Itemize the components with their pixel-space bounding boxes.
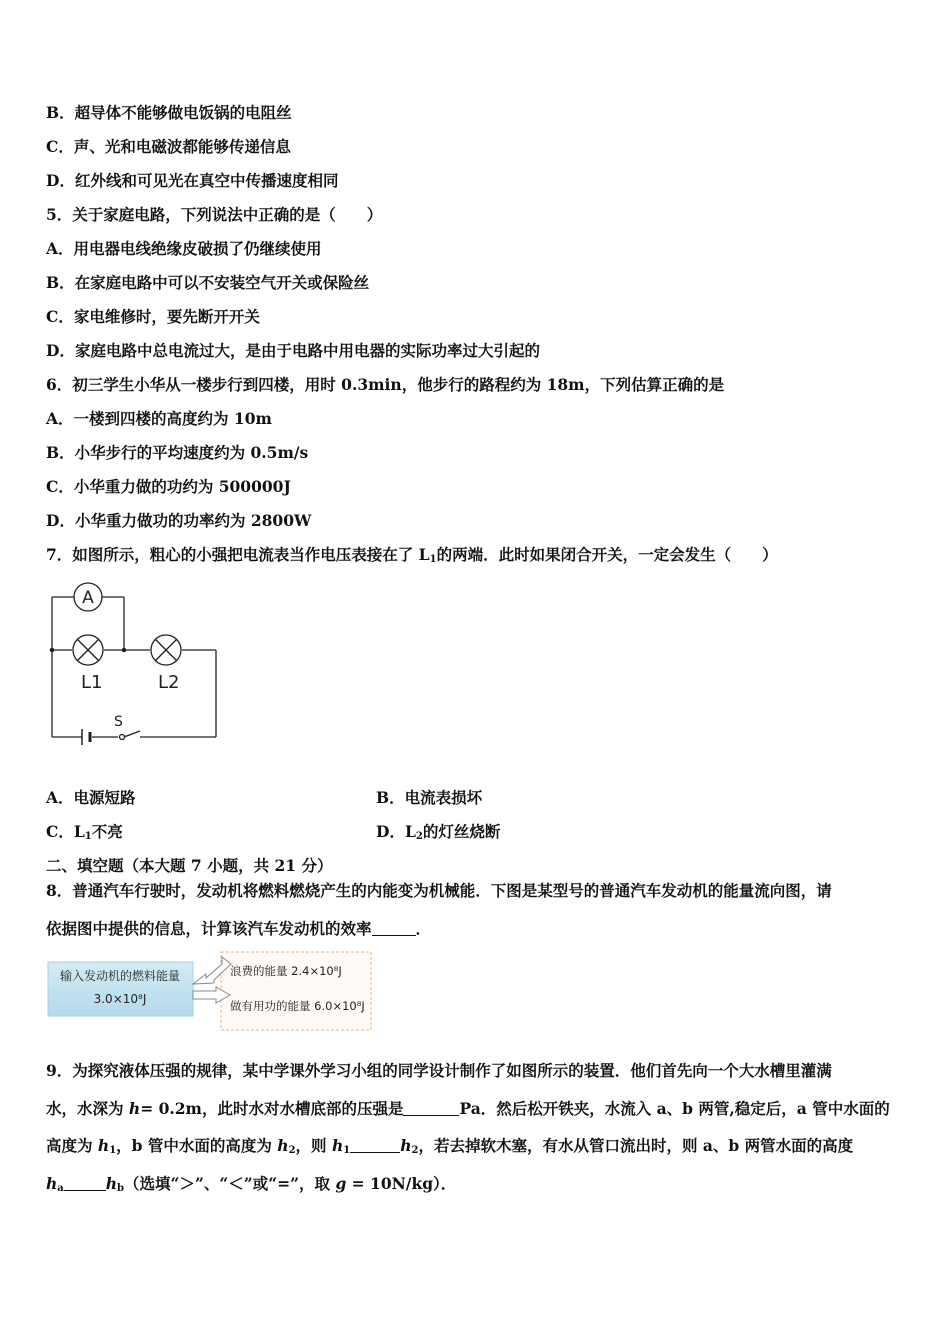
section-2-heading: 二、填空题（本大题 7 小题，共 21 分） xyxy=(46,856,333,875)
q9-blank-pressure xyxy=(403,1101,459,1116)
q7-option-b: B．电流表损坏 xyxy=(376,788,483,807)
q4-option-b: B．超导体不能够做电饭锅的电阻丝 xyxy=(46,103,292,122)
q6-option-a: A．一楼到四楼的高度约为 10m xyxy=(46,409,272,428)
lamp1-label: L1 xyxy=(81,672,103,693)
q6-option-d: D．小华重力做功的功率约为 2800W xyxy=(46,511,312,530)
q4-option-c: C．声、光和电磁波都能够传递信息 xyxy=(46,137,291,156)
fuel-energy-value: 3.0×10⁸J xyxy=(93,992,147,1006)
q7-stem: 7．如图所示，粗心的小强把电流表当作电压表接在了 $L_1$的两端．此时如果闭合开关，一定会发生（ ） xyxy=(46,545,778,565)
q6-option-b: B．小华步行的平均速度约为 0.5m/s xyxy=(46,443,309,462)
q9-blank-compare-2 xyxy=(64,1176,106,1191)
junction-left xyxy=(50,648,55,653)
circuit-diagram xyxy=(44,580,224,750)
q9-stem-line1: 9．为探究液体压强的规律，某中学课外学习小组的同学设计制作了如图所示的装置．他们首先向一个大水槽里灌满 xyxy=(46,1061,832,1080)
waste-energy-label: 浪费的能量 2.4×10⁸J xyxy=(230,964,342,978)
q5-option-a: A．用电器电线绝缘皮破损了仍继续使用 xyxy=(46,239,322,258)
q5-stem: 5．关于家庭电路，下列说法中正确的是（ ） xyxy=(46,205,383,224)
q8-stem-line2: 依据图中提供的信息，计算该汽车发动机的效率 ． xyxy=(46,919,432,938)
q9-stem-line3: 高度为 $h_1$，b 管中水面的高度为 $h_2$，则 $h_1$ $h_2$，若去掉软木塞，有水从管口流出时，则 a、b 两管水面的高度 xyxy=(46,1136,854,1156)
q7-option-d: D．$L_2$的灯丝烧断 xyxy=(376,822,501,842)
q6-option-c: C．小华重力做的功约为 500000J xyxy=(46,477,291,496)
switch-contact xyxy=(120,735,125,740)
q5-option-b: B．在家庭电路中可以不安装空气开关或保险丝 xyxy=(46,273,370,292)
q9-stem-line4: $h_a$ $h_b$（选填“＞”、“＜”或“=”，取 g = 10N/kg）． xyxy=(46,1174,457,1194)
q4-option-d: D．红外线和可见光在真空中传播速度相同 xyxy=(46,171,339,190)
q6-stem: 6．初三学生小华从一楼步行到四楼，用时 0.3min，他步行的路程约为 18m，下列估算正确的是 xyxy=(46,375,725,394)
q7-option-c: C．$L_1$不亮 xyxy=(46,822,123,842)
energy-flow-diagram xyxy=(46,950,372,1034)
q7-option-a: A．电源短路 xyxy=(46,788,136,807)
fuel-energy-label: 输入发动机的燃料能量 xyxy=(59,969,181,983)
q9-blank-compare-1 xyxy=(350,1138,400,1153)
lamp2-label: L2 xyxy=(158,672,180,693)
q5-option-c: C．家电维修时，要先断开开关 xyxy=(46,307,260,326)
switch-label: S xyxy=(114,714,123,730)
q5-option-d: D．家庭电路中总电流过大，是由于电路中用电器的实际功率过大引起的 xyxy=(46,341,540,360)
q8-blank xyxy=(372,921,416,936)
junction-right xyxy=(122,648,127,653)
useful-energy-label: 做有用功的能量 6.0×10⁸J xyxy=(230,999,365,1013)
q9-stem-line2: 水，水深为 h= 0.2m，此时水对水槽底部的压强是 Pa．然后松开铁夹，水流入 a、b 两管,稳定后，a 管中水面的 xyxy=(46,1099,890,1118)
ammeter-label: A xyxy=(82,588,94,608)
q8-stem-line1: 8．普通汽车行驶时，发动机将燃料燃烧产生的内能变为机械能．下图是某型号的普通汽车发动机的能量流向图，请 xyxy=(46,881,832,900)
switch-lever xyxy=(124,731,140,737)
